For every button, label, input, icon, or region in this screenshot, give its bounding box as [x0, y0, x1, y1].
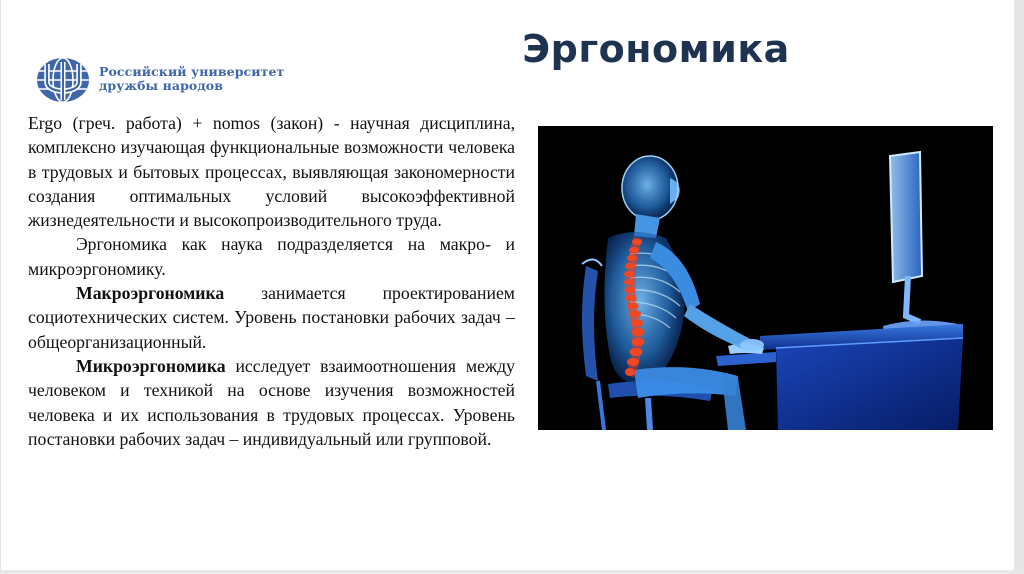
macroergonomics-paragraph — [28, 281, 515, 354]
ergonomics-illustration — [538, 126, 993, 430]
logo-line-1: Российский университет — [99, 64, 285, 79]
macroergonomics-term: Макроэргономика — [76, 283, 225, 304]
slide-title: Эргономика — [522, 27, 790, 71]
microergonomics-paragraph — [28, 354, 515, 451]
rudn-globe-icon — [34, 54, 94, 106]
microergonomics-term: Микроэргономика — [76, 355, 226, 376]
classification-paragraph: Эргономика как наука подразделяется на макро- и микроэргономику. — [28, 234, 515, 279]
microergonomics-text: исследует взаимоотношения между человеком и техникой на основе изучения возможностей человека и их использования в трудовых процессах. Уровень постановки рабочих задач – индивидуальный или групповой. — [28, 355, 515, 449]
macroergonomics-text: занимается проектированием социотехнических систем. Уровень постановки рабочих задач – общеорганизационный. — [28, 283, 515, 352]
university-logo — [34, 54, 304, 106]
monitor — [883, 152, 958, 334]
logo-line-2: дружбы народов — [99, 78, 223, 93]
definition-paragraph: Ergo (греч. работа) + nomos (закон) - научная дисциплина, комплексно изучающая функциональные возможности человека в трудовых и бытовых процессах, выявляющая закономерности создания оптимальных условий высокоэффективной жизнедеятельности и высокопроизводительного труда. — [28, 113, 515, 231]
logo-text — [99, 65, 284, 93]
body-text — [28, 111, 515, 451]
xray-posture-image — [538, 126, 993, 430]
